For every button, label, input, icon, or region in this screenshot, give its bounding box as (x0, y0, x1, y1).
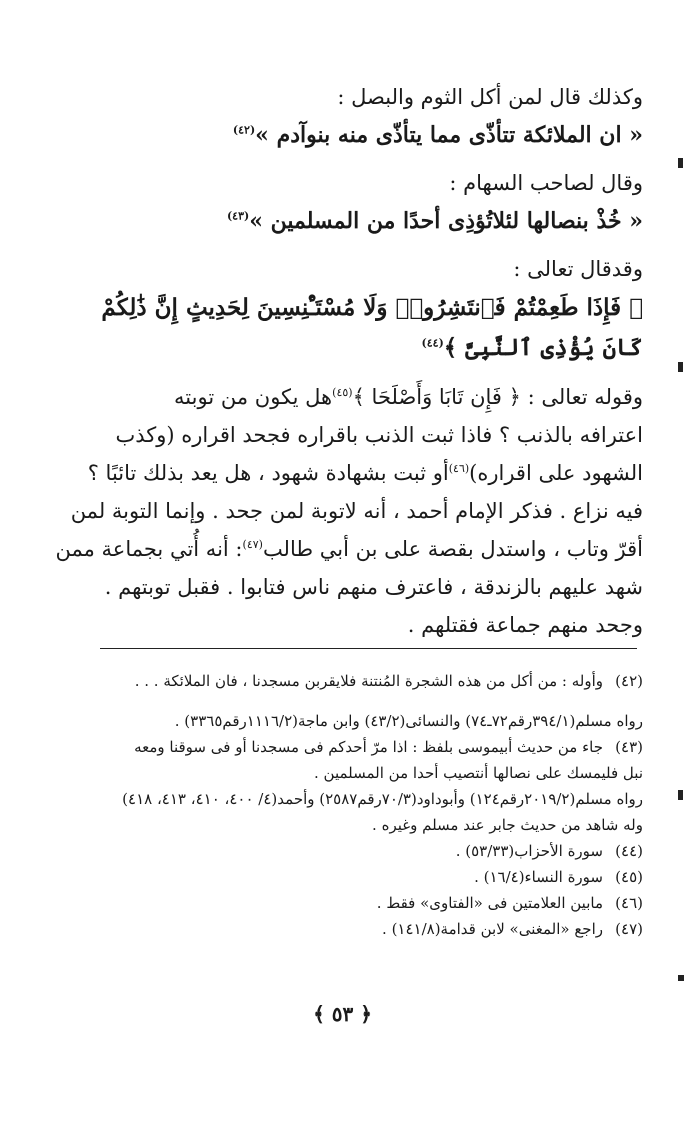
footnote-text: جاء من حديث أبيموسى بلفظ : اذا مرّ أحدكم فى مسجدنا أو فى سوقنا ومعه (134, 738, 603, 756)
footnote-text: مابين العلامتين فى «الفتاوى» فقط . (376, 894, 603, 912)
line-text: أقرّ وتاب ، واستدل بقصة على بن أبي طالب (262, 537, 643, 561)
footnote-reference: رواه مسلم(٢٠١٩/٢رقم١٢٤) وأبوداود(٧٠/٣رقم٢٥٨٧) وأحمد(٤/ ٤٠٠، ٤١٠، ٤١٣، ٤١٨) (122, 790, 643, 808)
footnote-number: (٤٤) (615, 842, 643, 860)
text-line (100, 568, 643, 606)
footnote-number: (٤٣) (615, 738, 643, 756)
footnote-42 (100, 668, 643, 694)
footnote-ref[interactable]: (٤٧) (242, 538, 263, 551)
footnote-number: (٤٢) (615, 672, 643, 690)
footnote-text: وأوله : من أكل من هذه الشجرة المُنتنة فلايقربن مسجدنا ، فان الملائكة . . . (134, 672, 603, 690)
margin-mark (678, 362, 683, 372)
text-line (100, 164, 643, 202)
verse-text: كَانَ يُؤْذِى ٱلنَّبِىَّ ﴾ (443, 334, 643, 361)
footnote-44 (100, 838, 643, 864)
line-text: هل يكون من توبته (174, 385, 333, 409)
line-text: فيه نزاع . فذكر الإمام أحمد ، أنه لاتوبة لمن جحد . وإنما التوبة لمن (70, 499, 643, 523)
footnote-reference: رواه مسلم(٣٩٤/١رقم٧٢ـ٧٤) والنسائى(٤٣/٢) وابن ماجة(١١١٦/٢رقم٣٣٦٥) . (174, 712, 643, 730)
quran-verse (100, 328, 643, 368)
footnote-number: (٤٦) (615, 894, 643, 912)
line-text: شهد عليهم بالزندقة ، فاعترف منهم ناس فتابوا . فقبل توبتهم . (104, 575, 643, 599)
footnotes (100, 668, 643, 942)
text-line (70, 492, 643, 530)
footnote-separator (100, 648, 637, 649)
footnote-ref[interactable]: (٤٢) (232, 123, 256, 137)
footnote-text: سورة الأحزاب(٥٣/٣٣) . (455, 842, 603, 860)
text-line (100, 250, 643, 288)
quran-verse (100, 288, 643, 328)
text-line (55, 530, 643, 568)
footnote-ref[interactable]: (٤٣) (226, 209, 250, 223)
verse-text: ﴿ فَإِذَا طَعِمْتُمْ فَٱنتَشِرُوا۟ وَلَا مُسْتَـْٔنِسِينَ لِحَدِيثٍ إِنَّ ذَٰلِكُمْ (101, 294, 643, 321)
footnote-reference: وله شاهد من حديث جابر عند مسلم وغيره . (372, 816, 643, 834)
text-line (87, 454, 643, 492)
line-text: أو ثبت بشهادة شهود ، هل يعد بذلك تائبًا ؟ (87, 461, 449, 485)
margin-mark (678, 790, 683, 800)
line-text: وقدقال تعالى : (513, 257, 643, 281)
footnote-text: سورة النساء(١٦/٤) . (474, 868, 603, 886)
footnote-43 (100, 734, 643, 760)
quote-text: « خُذْ بنصالها لئلاتُؤذِى أحدًا من المسلمين » (249, 208, 643, 234)
hadith-quote (100, 116, 643, 154)
line-text: اعترافه بالذنب ؟ فاذا ثبت الذنب باقراره فجحد اقراره (وكذب (115, 423, 643, 447)
footnote-46 (100, 890, 643, 916)
margin-mark (678, 158, 683, 168)
footnote-45 (100, 864, 643, 890)
text-line (100, 378, 643, 416)
text-line (100, 78, 643, 116)
quote-text: « ان الملائكة تتأذّى مما يتأذّى منه بنوآدم » (255, 122, 643, 148)
footnote-47 (100, 916, 643, 942)
hadith-quote (100, 202, 643, 240)
footnote-ref[interactable]: (٤٥) (332, 386, 353, 399)
footnote-number: (٤٥) (615, 868, 643, 886)
main-text (55, 78, 643, 644)
footnote-ref[interactable]: (٤٦) (448, 462, 470, 475)
line-text: وقوله تعالى : ﴿ فَإِن تَابَا وَأَصْلَحَا ﴾ (352, 385, 643, 409)
line-text: الشهود على اقراره) (469, 461, 643, 485)
text-line (100, 606, 643, 644)
line-text: : أنه أُتي بجماعة ممن (55, 537, 243, 561)
footnote-text: راجع «المغنى» لابن قدامة(١٤١/٨) . (382, 920, 603, 938)
footnote-ref[interactable]: (٤٤) (421, 336, 444, 350)
line-text: وكذلك قال لمن أكل الثوم والبصل : (337, 85, 643, 109)
footnote-text: نبل فليمسك على نصالها أنتصيب أحدا من المسلمين . (314, 764, 643, 782)
page-number: ﴿ ٥٣ ﴾ (313, 1002, 372, 1026)
footnote-number: (٤٧) (615, 920, 643, 938)
margin-mark (678, 975, 684, 981)
text-line (100, 416, 643, 454)
line-text: وجحد منهم جماعة فقتلهم . (407, 613, 643, 637)
line-text: وقال لصاحب السهام : (449, 171, 643, 195)
